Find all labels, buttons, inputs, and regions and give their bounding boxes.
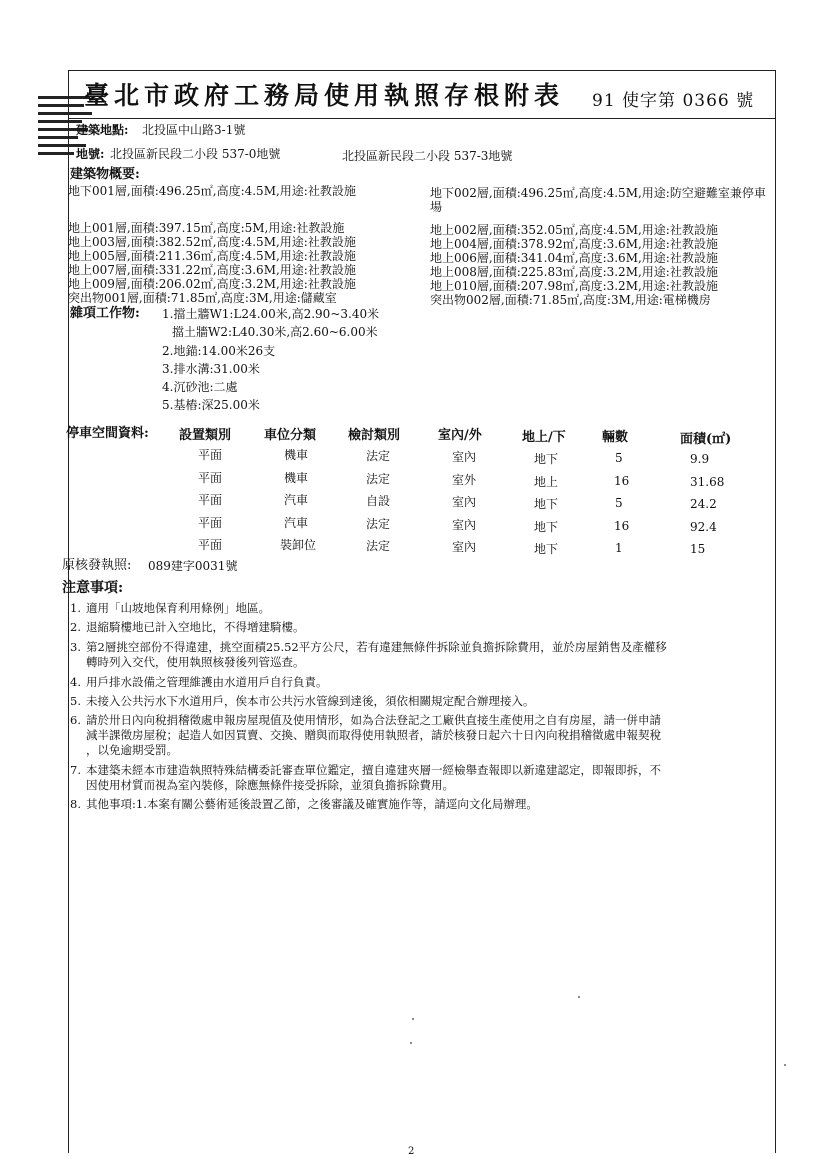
misc-works-item: 1.擋土牆W1:L24.00米,高2.90~3.40米 — [162, 307, 380, 321]
parking-col-header: 輛數 — [602, 430, 629, 445]
parking-col-header: 檢討類別 — [348, 428, 401, 443]
parking-cell: 地下 — [534, 520, 559, 534]
parking-cell: 15 — [690, 542, 706, 556]
land-value-2: 北投區新民段二小段 537-3地號 — [342, 149, 513, 163]
parking-cell: 5 — [615, 451, 623, 465]
parking-cell: 室內 — [452, 495, 477, 509]
parking-cell: 平面 — [198, 493, 223, 507]
parking-cell: 機車 — [284, 471, 309, 485]
notes-heading: 注意事項: — [62, 580, 124, 596]
parking-cell: 地上 — [534, 475, 559, 489]
parking-cell: 92.4 — [690, 520, 717, 534]
note-item: 5. 未接入公共污水下水道用戶，俟本市公共污水管線到達後，須依相關規定配合辦理接入。 — [70, 694, 535, 708]
parking-cell: 室內 — [452, 518, 477, 532]
note-item: 6. 請於卅日內向稅捐稽徵處申報房屋現值及使用情形，如為合法登記之工廠供直接生產使用之自有房屋，請一併申請 減半課徵房屋稅；起造人如因買賣、交換、贈與而取得使用執照者，請於核發日起六十日內向稅捐稽徵處申報契稅 ，以免逾期受罰。 — [70, 713, 661, 757]
misc-works-item: 4.沉砂池:二處 — [162, 380, 238, 394]
building-floor-right: 地上008層,面積:225.83㎡,高度:3.2M,用途:社教設施 — [430, 265, 718, 279]
building-floor-left: 地上001層,面積:397.15㎡,高度:5M,用途:社教設施 — [68, 221, 345, 235]
parking-cell: 31.68 — [690, 475, 725, 489]
building-floor-right: 地上010層,面積:207.98㎡,高度:3.2M,用途:社教設施 — [430, 279, 718, 293]
building-floor-right: 地上006層,面積:341.04㎡,高度:3.6M,用途:社教設施 — [430, 251, 718, 265]
parking-cell: 室內 — [452, 540, 477, 554]
building-floor-right: 地上004層,面積:378.92㎡,高度:3.6M,用途:社教設施 — [430, 237, 718, 251]
parking-col-header: 車位分類 — [264, 428, 317, 443]
land-label: 地號: — [76, 147, 105, 161]
parking-cell: 平面 — [198, 516, 223, 530]
misc-works-item: 3.排水溝:31.00米 — [162, 362, 260, 376]
parking-col-header: 地上/下 — [522, 430, 566, 445]
address-value: 北投區中山路3-1號 — [142, 123, 246, 137]
parking-cell: 9.9 — [690, 452, 710, 466]
parking-label: 停車空間資料: — [66, 426, 149, 441]
page-number: 2 — [408, 1146, 415, 1157]
parking-cell: 平面 — [198, 448, 223, 462]
parking-cell: 汽車 — [284, 493, 309, 507]
land-value-1: 北投區新民段二小段 537-0地號 — [110, 147, 281, 161]
parking-cell: 1 — [615, 541, 623, 555]
note-item: 8. 其他事項:1.本案有關公藝術延後設置乙節，之後審議及確實施作等，請逕向文化局辦理。 — [70, 797, 538, 811]
note-item: 3. 第2層挑空部份不得違建，挑空面積25.52平方公尺，若有違建無條件拆除並負擔拆除費用，並於房屋銷售及產權移 轉時列入交代，使用執照核發後列管巡查。 — [70, 640, 667, 669]
parking-cell: 地下 — [534, 452, 559, 466]
scan-speck — [578, 996, 580, 998]
parking-col-header: 室內/外 — [438, 428, 482, 443]
parking-cell: 室內 — [452, 450, 477, 464]
parking-cell: 24.2 — [690, 497, 717, 511]
title-divider — [68, 118, 776, 119]
misc-works-item: 2.地錨:14.00米26支 — [162, 344, 276, 358]
parking-cell: 汽車 — [284, 516, 309, 530]
scan-speck — [410, 1042, 412, 1044]
building-floor-left: 地上007層,面積:331.22㎡,高度:3.6M,用途:社教設施 — [68, 263, 356, 277]
original-permit-value: 089建字0031號 — [148, 559, 238, 573]
parking-cell: 裝卸位 — [280, 538, 317, 552]
building-floor-b1: 地下001層,面積:496.25㎡,高度:4.5M,用途:社教設施 — [68, 184, 356, 198]
parking-cell: 地下 — [534, 497, 559, 511]
parking-cell: 法定 — [366, 517, 391, 531]
parking-col-header: 設置類別 — [179, 428, 232, 443]
note-item: 4. 用戶排水設備之管理維護由水道用戶自行負責。 — [70, 675, 328, 689]
note-item: 1. 適用「山坡地保育利用條例」地區。 — [70, 601, 270, 615]
building-floor-b2-cont: 場 — [430, 200, 443, 214]
parking-cell: 法定 — [366, 539, 391, 553]
note-item: 2. 退縮騎樓地已計入空地比，不得增建騎樓。 — [70, 620, 305, 634]
building-floor-b2: 地下002層,面積:496.25㎡,高度:4.5M,用途:防空避難室兼停車 — [430, 186, 766, 200]
parking-cell: 法定 — [366, 472, 391, 486]
parking-cell: 16 — [614, 474, 630, 488]
note-item: 7. 本建築未經本市建造執照特殊結構委託審查單位鑑定，擅自違建夾層一經檢舉查報即以新違建認定，即報即拆，不 因使用材質而視為室內裝修，除應無條件接受拆除，並須負擔拆除費用。 — [70, 763, 661, 792]
permit-number: 91 使字第 0366 號 — [592, 91, 755, 111]
parking-col-header: 面積(㎡) — [680, 432, 732, 447]
building-floor-left: 地上003層,面積:382.52㎡,高度:4.5M,用途:社教設施 — [68, 235, 356, 249]
scan-speck — [412, 1018, 414, 1020]
parking-cell: 法定 — [366, 449, 391, 463]
misc-works-item: 擋土牆W2:L40.30米,高2.60~6.00米 — [172, 325, 378, 339]
parking-cell: 室外 — [452, 473, 477, 487]
building-floor-right: 地上002層,面積:352.05㎡,高度:4.5M,用途:社教設施 — [430, 223, 718, 237]
scan-speck — [784, 1064, 786, 1066]
parking-cell: 地下 — [534, 542, 559, 556]
building-floor-left: 突出物001層,面積:71.85㎡,高度:3M,用途:儲藏室 — [68, 291, 337, 305]
building-floor-right: 突出物002層,面積:71.85㎡,高度:3M,用途:電梯機房 — [430, 293, 711, 307]
original-permit-label: 原核發執照: — [62, 558, 132, 573]
parking-cell: 機車 — [284, 448, 309, 462]
misc-works-item: 5.基樁:深25.00米 — [162, 398, 260, 412]
document-title: 臺北市政府工務局使用執照存根附表 — [84, 81, 565, 110]
parking-cell: 自設 — [366, 494, 391, 508]
building-floor-left: 地上009層,面積:206.02㎡,高度:3.2M,用途:社教設施 — [68, 277, 356, 291]
parking-cell: 16 — [614, 519, 630, 533]
parking-cell: 5 — [615, 496, 623, 510]
building-floor-left: 地上005層,面積:211.36㎡,高度:4.5M,用途:社教設施 — [68, 249, 356, 263]
address-label: 建築地點: — [76, 123, 129, 137]
parking-cell: 平面 — [198, 538, 223, 552]
building-heading: 建築物概要: — [70, 167, 140, 182]
misc-works-label: 雜項工作物: — [70, 306, 140, 321]
parking-cell: 平面 — [198, 471, 223, 485]
